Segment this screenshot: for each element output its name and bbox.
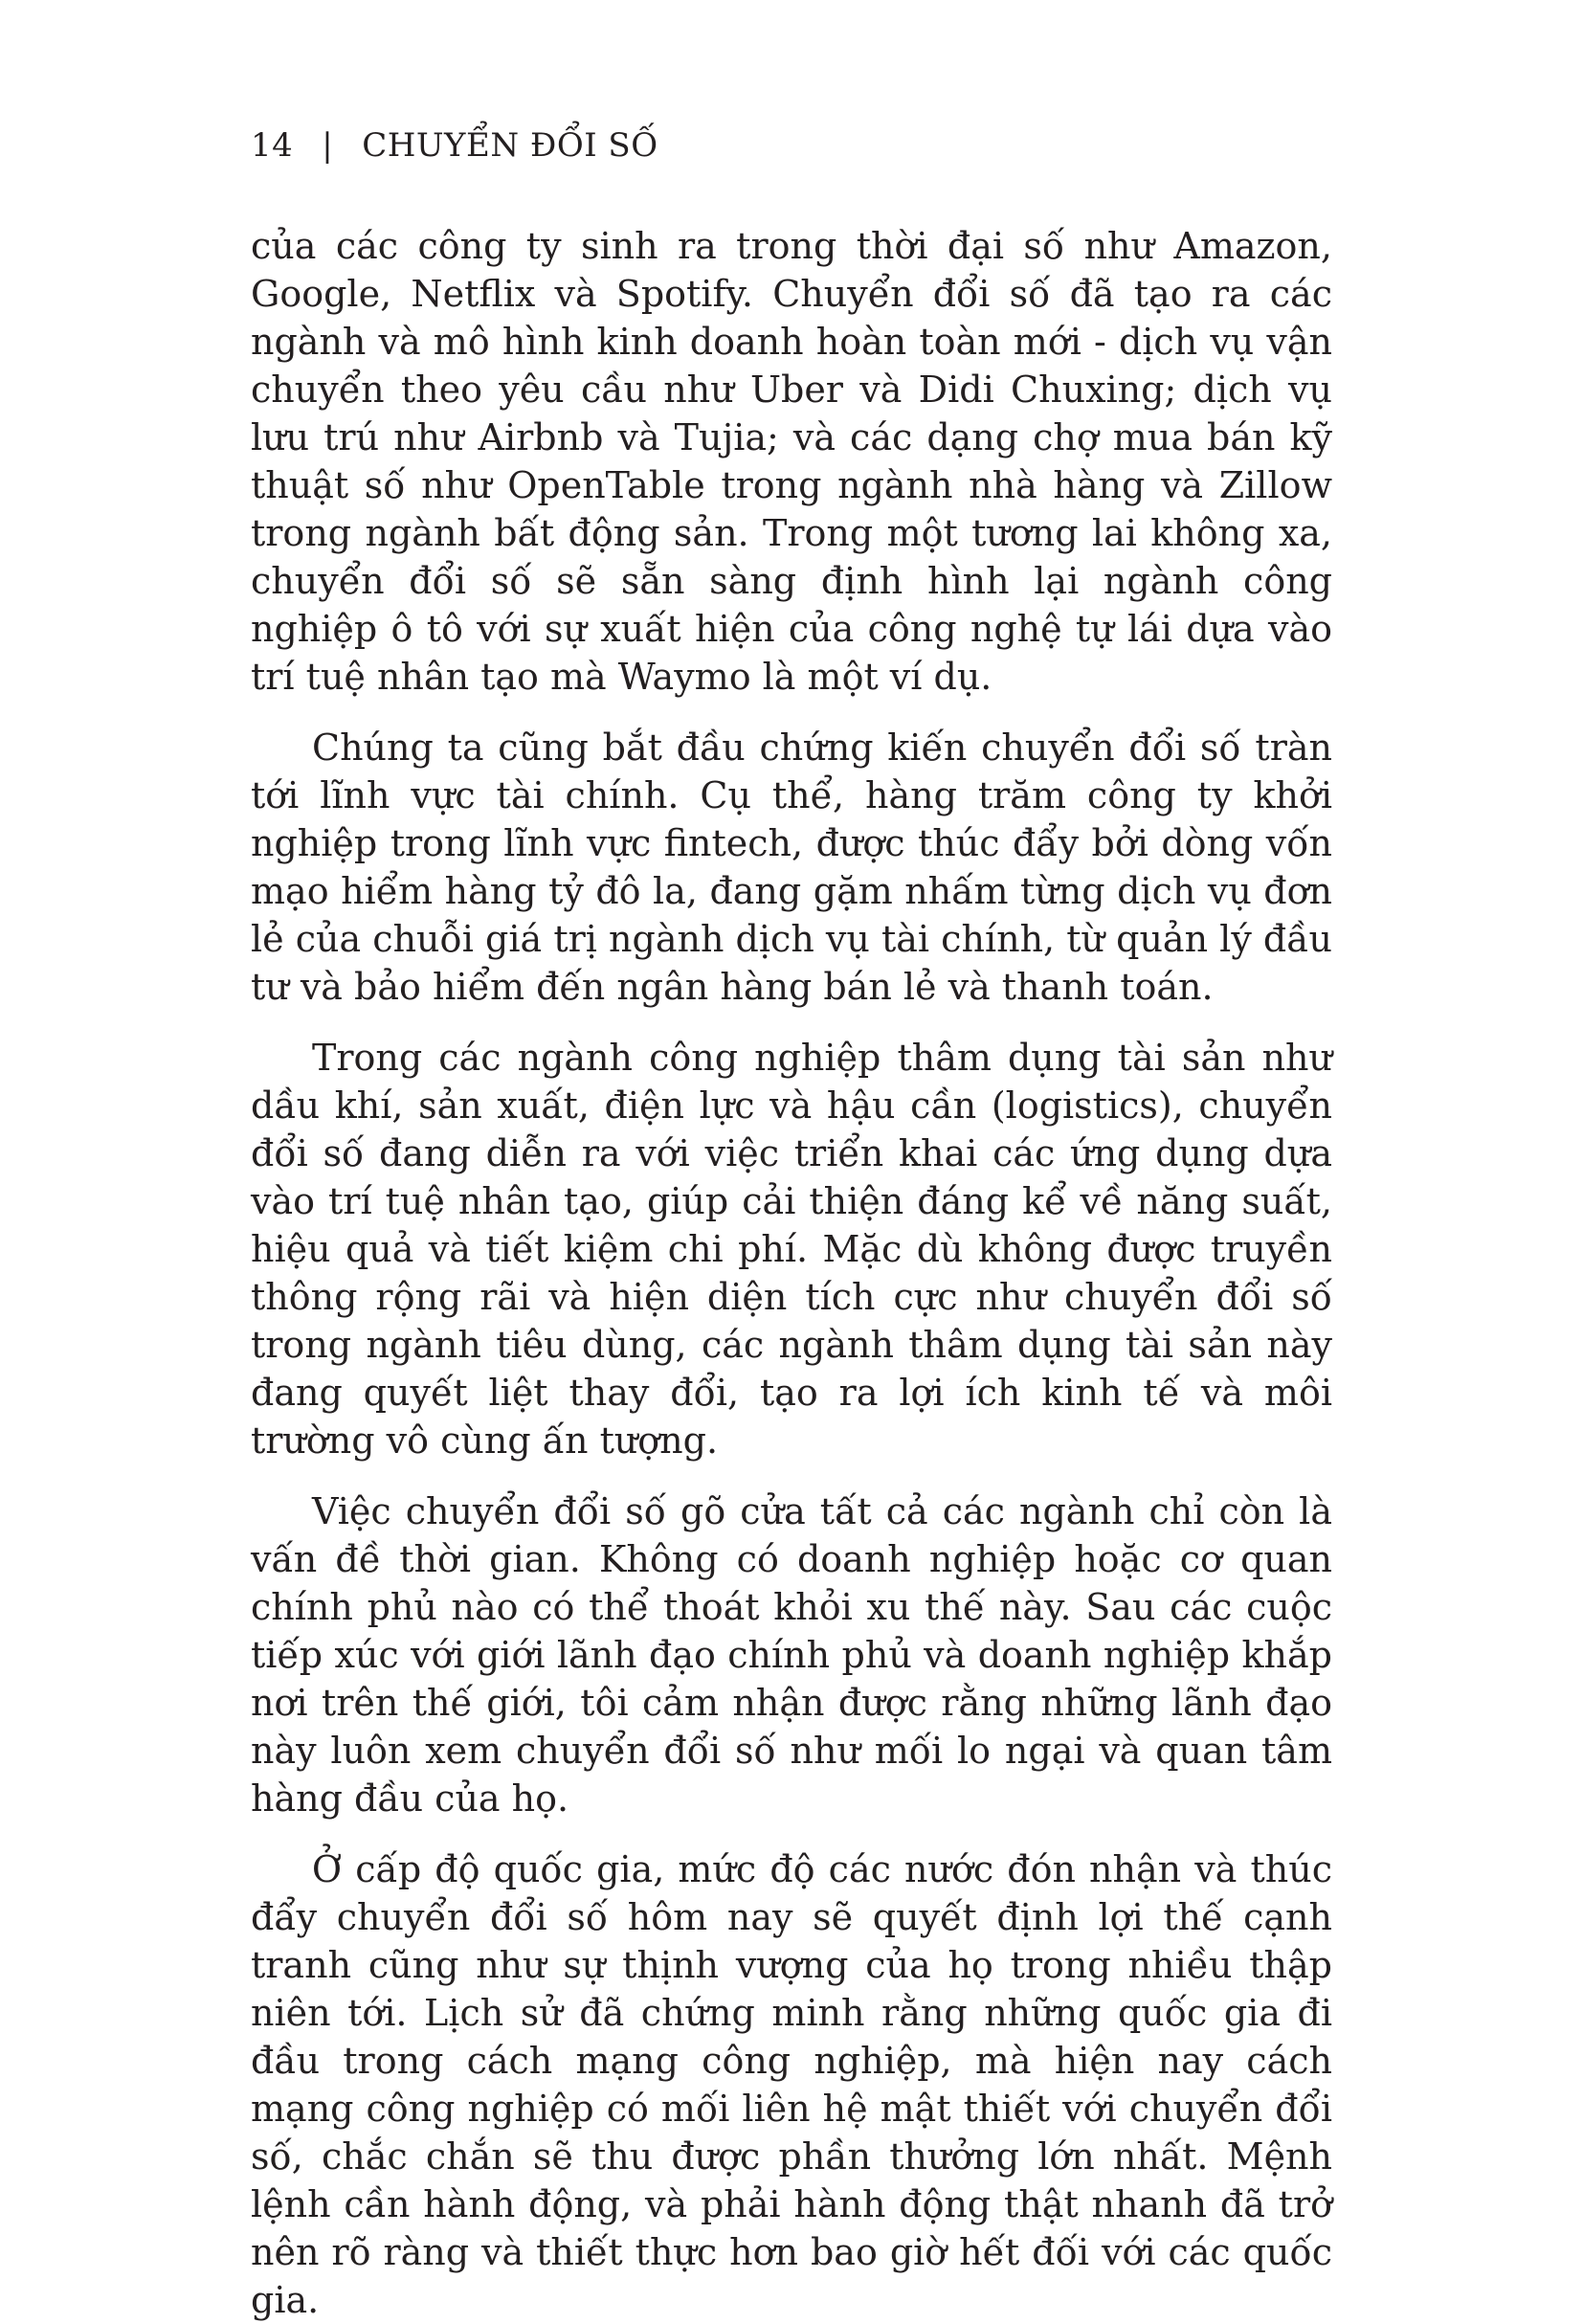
paragraph-1: của các công ty sinh ra trong thời đại số như Amazon, Google, Netflix và Spotify. Chuyển đổi số đã tạo ra các ngành và mô hình kinh doanh hoàn toàn mới - dịch vụ vận chuyển theo yêu cầu như Uber và Didi Chuxing; dịch vụ lưu trú như Airbnb và Tujia; và các dạng chợ mua bán kỹ thuật số như OpenTable trong ngành nhà hàng và Zillow trong ngành bất động sản. Trong một tương lai không xa, chuyển đổi số sẽ sẵn sàng định hình lại ngành công nghiệp ô tô với sự xuất hiện của công nghệ tự lái dựa vào trí tuệ nhân tạo mà Waymo là một ví dụ. [251, 225, 1332, 698]
header-separator: | [322, 126, 334, 165]
paragraph-2: Chúng ta cũng bắt đầu chứng kiến chuyển đổi số tràn tới lĩnh vực tài chính. Cụ thể, hàng trăm công ty khởi nghiệp trong lĩnh vực fintech, được thúc đẩy bởi dòng vốn mạo hiểm hàng tỷ đô la, đang gặm nhấm từng dịch vụ đơn lẻ của chuỗi giá trị ngành dịch vụ tài chính, từ quản lý đầu tư và bảo hiểm đến ngân hàng bán lẻ và thanh toán. [251, 726, 1332, 1008]
paragraph-3: Trong các ngành công nghiệp thâm dụng tài sản như dầu khí, sản xuất, điện lực và hậu cần (logistics), chuyển đổi số đang diễn ra với việc triển khai các ứng dụng dựa vào trí tuệ nhân tạo, giúp cải thiện đáng kể về năng suất, hiệu quả và tiết kiệm chi phí. Mặc dù không được truyền thông rộng rãi và hiện diện tích cực như chuyển đổi số trong ngành tiêu dùng, các ngành thâm dụng tài sản này đang quyết liệt thay đổi, tạo ra lợi ích kinh tế và môi trường vô cùng ấn tượng. [251, 1037, 1332, 1462]
page-number: 14 [251, 126, 294, 165]
paragraph-5: Ở cấp độ quốc gia, mức độ các nước đón nhận và thúc đẩy chuyển đổi số hôm nay sẽ quyết định lợi thế cạnh tranh cũng như sự thịnh vượng của họ trong nhiều thập niên tới. Lịch sử đã chứng minh rằng những quốc gia đi đầu trong cách mạng công nghiệp, mà hiện nay cách mạng công nghiệp có mối liên hệ mật thiết với chuyển đổi số, chắc chắn sẽ thu được phần thưởng lớn nhất. Mệnh lệnh cần hành động, và phải hành động thật nhanh đã trở nên rõ ràng và thiết thực hơn bao giờ hết đối với các quốc gia. [251, 1848, 1332, 2321]
paragraph-4: Việc chuyển đổi số gõ cửa tất cả các ngành chỉ còn là vấn đề thời gian. Không có doanh nghiệp hoặc cơ quan chính phủ nào có thể thoát khỏi xu thế này. Sau các cuộc tiếp xúc với giới lãnh đạo chính phủ và doanh nghiệp khắp nơi trên thế giới, tôi cảm nhận được rằng những lãnh đạo này luôn xem chuyển đổi số như mối lo ngại và quan tâm hàng đầu của họ. [251, 1490, 1332, 1820]
body-text [251, 222, 1332, 2324]
book-title: CHUYỂN ĐỔI SỐ [362, 126, 658, 165]
running-header [251, 126, 658, 165]
